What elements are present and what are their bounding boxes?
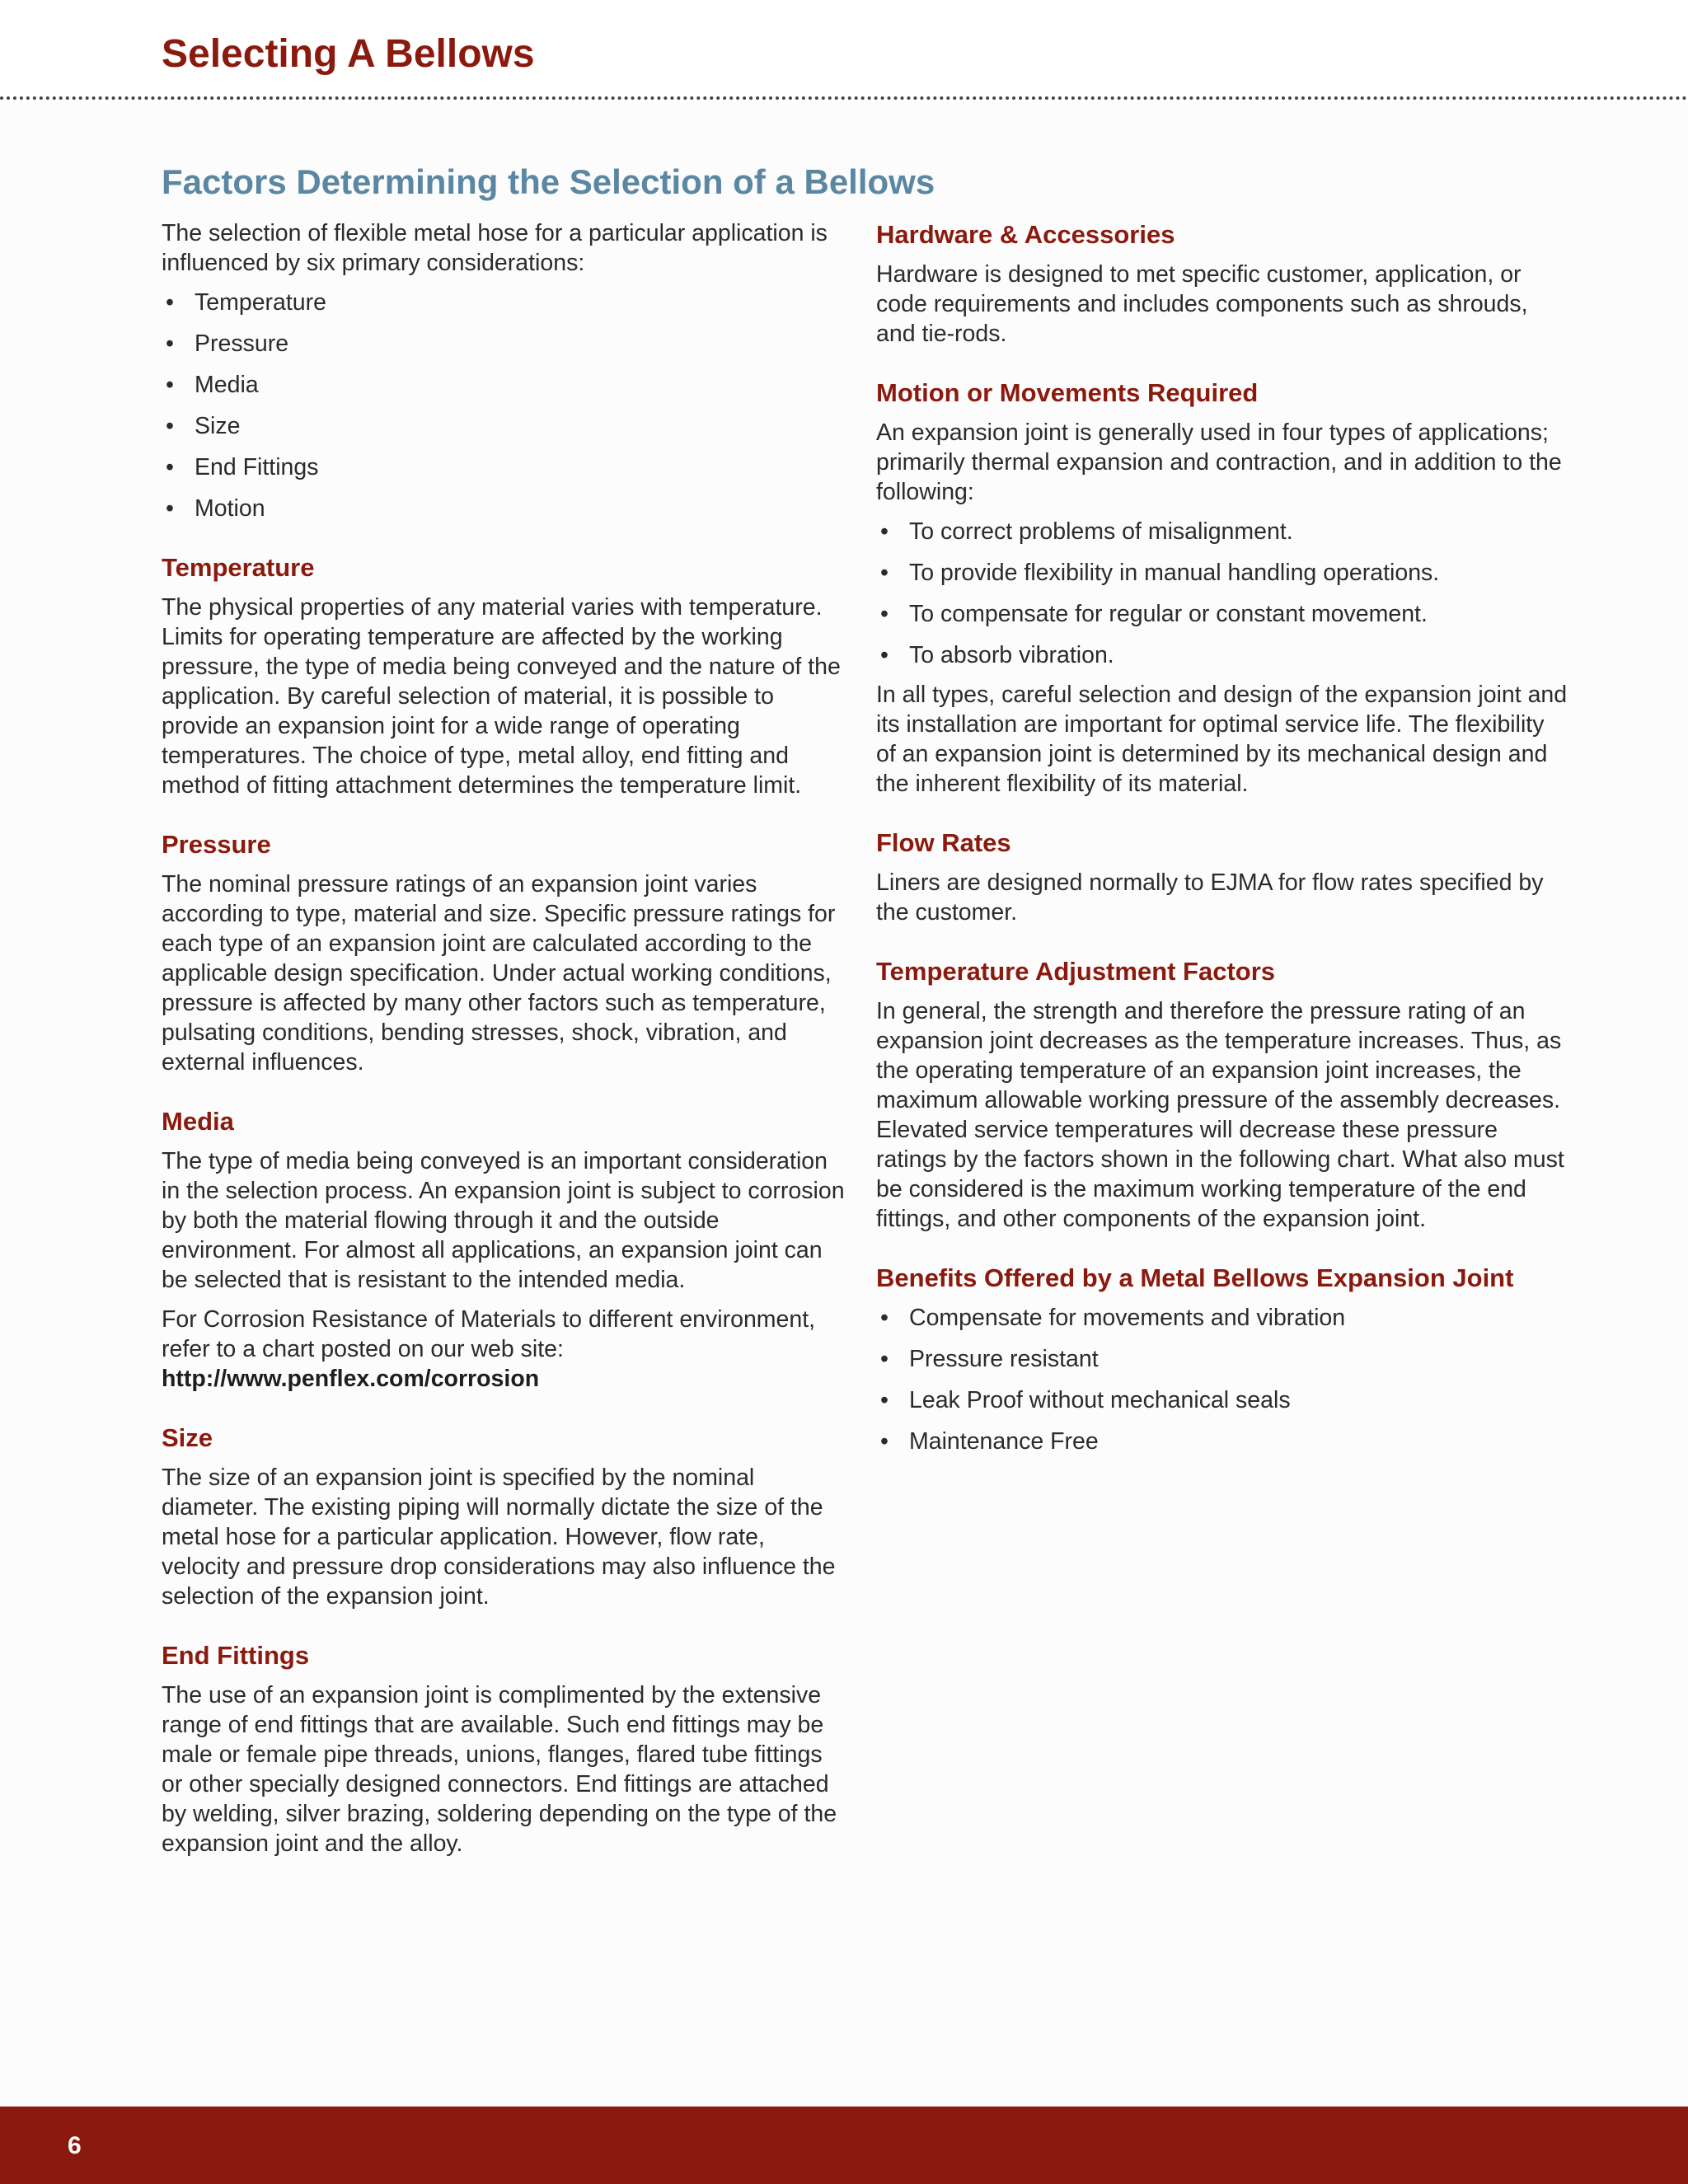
benefits-list — [876, 1303, 1568, 1456]
page-header — [0, 0, 1688, 101]
bullet-icon: • — [880, 1305, 889, 1331]
bullet-icon: • — [880, 560, 889, 586]
media-paragraph: The type of media being conveyed is an important consideration in the selection process. An expansion joint is subject to corrosion by both the material flowing through it and the outside environment. For almost all applications, an expansion joint can be selected that is resistant to the intended media. — [162, 1148, 845, 1293]
list-item: • To absorb vibration. — [876, 640, 1568, 670]
flow-rates-paragraph: Liners are designed normally to EJMA for flow rates specified by the customer. — [876, 869, 1544, 926]
temperature-heading: Temperature — [162, 553, 315, 582]
list-item: • Compensate for movements and vibration — [876, 1303, 1568, 1333]
end-fittings-heading: End Fittings — [162, 1641, 310, 1670]
motion-heading: Motion or Movements Required — [876, 378, 1259, 407]
temp-adjustment-heading: Temperature Adjustment Factors — [876, 957, 1276, 986]
section-title: Factors Determining the Selection of a Bellows — [162, 162, 935, 201]
corrosion-note-text: For Corrosion Resistance of Materials to different environment, refer to a chart posted on our web site: — [162, 1306, 816, 1362]
bullet-icon: • — [880, 1346, 889, 1372]
bullet-icon: • — [166, 413, 174, 439]
end-fittings-paragraph: The use of an expansion joint is complimented by the extensive range of end fittings that are available. Such end fittings may be male or female pipe threads, unions, flanges, flared tube fittings or other specially designed connectors. End fittings are attached by welding, silver brazing, soldering depending on the type of the expansion joint and the alloy. — [162, 1682, 837, 1857]
list-item: • Media — [162, 370, 846, 400]
right-column — [876, 218, 1568, 1456]
motion-closing-paragraph: In all types, careful selection and design of the expansion joint and its installation are important for optimal service life. The flexibility of an expansion joint is determined by its mechanical design and the inherent flexibility of its material. — [876, 682, 1568, 797]
intro-paragraph: The selection of flexible metal hose for a particular application is influenced by six primary considerations: — [162, 220, 828, 276]
list-item: • Maintenance Free — [876, 1427, 1568, 1456]
list-item: • Pressure — [162, 329, 846, 359]
list-item: • Temperature — [162, 288, 846, 317]
bullet-icon: • — [880, 1428, 889, 1455]
benefits-heading: Benefits Offered by a Metal Bellows Expansion Joint — [876, 1263, 1514, 1292]
dotted-divider — [0, 96, 1688, 100]
left-column — [162, 218, 846, 1858]
list-item: • Pressure resistant — [876, 1344, 1568, 1374]
list-item: • Leak Proof without mechanical seals — [876, 1385, 1568, 1415]
bullet-icon: • — [166, 372, 174, 398]
pressure-heading: Pressure — [162, 830, 271, 859]
corrosion-note — [162, 1305, 846, 1394]
motion-list — [876, 517, 1568, 670]
list-item: • To correct problems of misalignment. — [876, 517, 1568, 546]
list-item: • To provide flexibility in manual handling operations. — [876, 558, 1568, 588]
bullet-icon: • — [880, 601, 889, 627]
bullet-icon: • — [166, 289, 174, 316]
bullet-icon: • — [166, 495, 174, 522]
bullet-icon: • — [880, 518, 889, 545]
page-title: Selecting A Bellows — [162, 32, 535, 76]
bullet-icon: • — [880, 1387, 889, 1413]
temp-adjustment-paragraph: In general, the strength and therefore the pressure rating of an expansion joint decreases as the temperature increases. Thus, as the operating temperature of an expansion joint increases, the maximum allowable working pressure of the assembly decreases. Elevated service temperatures will decrease these pressure ratings by the factors shown in the following chart. What also must be considered is the maximum working temperature of the end fittings, and other components of the expansion joint. — [876, 998, 1564, 1232]
list-item: • To compensate for regular or constant movement. — [876, 599, 1568, 629]
list-item: • Size — [162, 411, 846, 441]
page-number: 6 — [68, 2132, 82, 2159]
media-heading: Media — [162, 1107, 234, 1136]
size-paragraph: The size of an expansion joint is specified by the nominal diameter. The existing piping will normally dictate the size of the metal hose for a particular application. However, flow rate, velocity and pressure drop considerations may also influence the selection of the expansion joint. — [162, 1465, 836, 1610]
bullet-icon: • — [880, 642, 889, 668]
bullet-icon: • — [166, 330, 174, 357]
hardware-paragraph: Hardware is designed to met specific customer, application, or code requirements and includes components such as shrouds, and tie-rods. — [876, 261, 1528, 347]
pressure-paragraph: The nominal pressure ratings of an expansion joint varies according to type, material and size. Specific pressure ratings for each type of an expansion joint are calculated according to the applicable design specification. Under actual working conditions, pressure is affected by many other factors such as temperature, pulsating conditions, bending stresses, shock, vibration, and external influences. — [162, 871, 836, 1076]
size-heading: Size — [162, 1423, 213, 1452]
considerations-list — [162, 288, 846, 523]
motion-paragraph: An expansion joint is generally used in four types of applications; primarily thermal expansion and contraction, and in addition to the following: — [876, 419, 1562, 505]
flow-rates-heading: Flow Rates — [876, 828, 1011, 857]
corrosion-link[interactable]: http://www.penflex.com/corrosion — [162, 1366, 540, 1392]
temperature-paragraph: The physical properties of any material varies with temperature. Limits for operating temperature are affected by the working pressure, the type of media being conveyed and the nature of the application. By careful selection of material, it is possible to provide an expansion joint for a wide range of operating temperatures. The choice of type, metal alloy, end fitting and method of fitting attachment determines the temperature limit. — [162, 594, 841, 799]
list-item: • Motion — [162, 494, 846, 523]
hardware-heading: Hardware & Accessories — [876, 220, 1175, 249]
bullet-icon: • — [166, 454, 174, 480]
page-footer — [0, 2107, 1688, 2184]
list-item: • End Fittings — [162, 452, 846, 482]
